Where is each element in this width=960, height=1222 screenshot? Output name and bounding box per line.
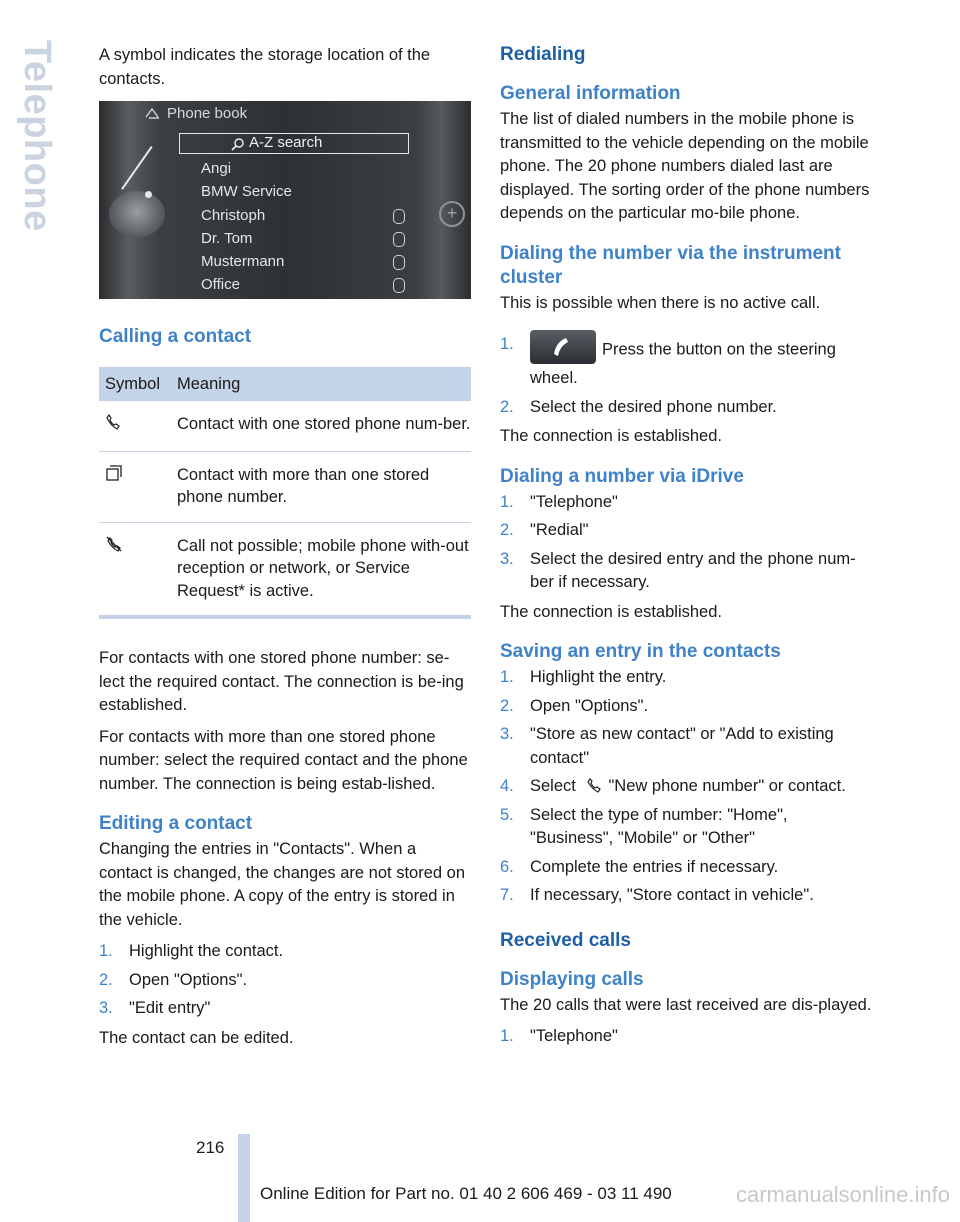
steering-phone-button-icon xyxy=(530,330,596,364)
idrive-heading: Dialing a number via iDrive xyxy=(500,465,744,487)
list-item: 5. Select the type of number: "Home", "Business", "Mobile" or "Other" xyxy=(500,805,788,847)
page-number: 216 xyxy=(196,1138,225,1157)
multi-number-icon xyxy=(105,464,123,482)
list-item: 6. Complete the entries if necessary. xyxy=(500,857,779,876)
bluetooth-icon xyxy=(393,232,405,247)
general-information-heading: General information xyxy=(500,83,681,104)
symbol-meaning: Contact with one stored phone num-ber. xyxy=(171,401,471,451)
left-column xyxy=(99,44,471,1058)
editing-contact-heading: Editing a contact xyxy=(99,813,253,834)
instrument-cluster-result: The connection is established. xyxy=(500,427,722,445)
symbol-table xyxy=(99,367,471,619)
screen-contact-list xyxy=(201,157,471,297)
phone-book-icon xyxy=(144,105,164,121)
screen-selected-item: A-Z search xyxy=(249,134,323,151)
screen-contact-row: BMW Service xyxy=(201,183,292,201)
list-item: 7. If necessary, "Store contact in vehicle". xyxy=(500,886,814,904)
callout-dot xyxy=(145,191,152,198)
multi-number-paragraph: For contacts with more than one stored phone number: select the required contact and the phone number. The connection is being estab-lished. xyxy=(99,727,468,793)
controller-knob-graphic xyxy=(109,191,165,237)
one-number-paragraph: For contacts with one stored phone number: se-lect the required contact. The connection is be-ing established. xyxy=(99,649,464,714)
list-item: 4. Select "New phone number" or contact. xyxy=(500,777,846,795)
symbol-table-header xyxy=(99,367,471,401)
table-row xyxy=(99,451,471,522)
screen-contact-row: Christoph xyxy=(201,204,471,227)
list-item: 1. "Telephone" xyxy=(500,1027,618,1045)
list-item: 2. "Redial" xyxy=(500,521,589,539)
editing-steps xyxy=(99,940,471,1021)
bluetooth-icon xyxy=(393,278,405,293)
received-calls-heading: Received calls xyxy=(500,929,631,951)
saving-entry-heading: Saving an entry in the contacts xyxy=(500,641,781,662)
page-footer xyxy=(0,1134,960,1222)
general-information-text: The list of dialed numbers in the mobile phone is transmitted to the vehicle depending on the mobile phone. The 20 phone numbers dialed last are displayed. The sorting order of the phone numbers depends on the particular mo-bile phone. xyxy=(500,110,870,222)
screen-contact-row: Mustermann xyxy=(201,250,471,273)
redialing-heading: Redialing xyxy=(500,44,586,65)
editing-result: The contact can be edited. xyxy=(99,1028,294,1047)
instrument-cluster-steps xyxy=(500,333,875,419)
list-item: 1. Press the button on the steering wheel. xyxy=(500,333,875,391)
saving-steps xyxy=(500,666,875,908)
right-column xyxy=(500,44,875,1055)
watermark: carmanualsonline.info xyxy=(735,1182,950,1207)
screen-contact-row: Office xyxy=(201,273,471,296)
bluetooth-icon xyxy=(393,255,405,270)
no-call-icon xyxy=(105,535,123,553)
idrive-steps xyxy=(500,491,875,595)
screen-header: Phone book xyxy=(167,105,248,122)
list-item: 1. Highlight the entry. xyxy=(500,668,667,686)
list-item: 2. Open "Options". xyxy=(99,970,248,989)
meaning-column-header: Meaning xyxy=(171,367,471,401)
calling-contact-heading: Calling a contact xyxy=(99,326,252,347)
symbol-meaning: Call not possible; mobile phone with-out reception or network, or Service Request* is active. xyxy=(171,522,471,617)
bluetooth-icon xyxy=(393,209,405,224)
screen-contact-row: Dr. Tom xyxy=(201,227,471,250)
callout-line xyxy=(121,146,152,190)
phone-icon xyxy=(586,777,602,793)
instrument-cluster-heading: Dialing the number via the instrument cluster xyxy=(500,242,841,288)
edition-text: Online Edition for Part no. 01 40 2 606 469 - 03 11 490 xyxy=(260,1184,672,1203)
table-row xyxy=(99,522,471,617)
list-item: 1. "Telephone" xyxy=(500,492,618,511)
plus-icon: + xyxy=(439,201,465,227)
section-side-tab-label: Telephone xyxy=(16,40,58,232)
displaying-calls-heading: Displaying calls xyxy=(500,968,644,990)
list-item: 3. "Store as new contact" or "Add to existing contact" xyxy=(500,725,834,767)
screen-contact-row: Angi xyxy=(201,160,232,177)
displaying-steps xyxy=(500,1025,875,1049)
list-item: 2. Open "Options". xyxy=(500,696,649,715)
editing-text: Changing the entries in "Contacts". When a contact is changed, the changes are not stored on the mobile phone. A copy of the entry is stored in the vehicle. xyxy=(99,840,465,929)
list-item: 3. "Edit entry" xyxy=(99,999,211,1017)
search-icon xyxy=(231,138,245,152)
list-item: 1. Highlight the contact. xyxy=(99,942,284,960)
table-row xyxy=(99,401,471,451)
phone-icon xyxy=(105,413,121,431)
instrument-cluster-text: This is possible when there is no active call. xyxy=(500,293,821,312)
intro-text: A symbol indicates the storage location of the contacts. xyxy=(99,46,431,88)
footer-bar xyxy=(238,1134,250,1222)
phone-book-screenshot xyxy=(99,101,471,299)
section-side-tab xyxy=(10,40,60,250)
idrive-result: The connection is established. xyxy=(500,602,722,621)
symbol-meaning: Contact with more than one stored phone number. xyxy=(171,451,471,522)
list-item: 2. Select the desired phone number. xyxy=(500,397,777,416)
symbol-column-header: Symbol xyxy=(99,367,171,401)
list-item: 3. Select the desired entry and the phone num-ber if necessary. xyxy=(500,549,856,591)
displaying-calls-text: The 20 calls that were last received are dis-played. xyxy=(500,995,872,1014)
